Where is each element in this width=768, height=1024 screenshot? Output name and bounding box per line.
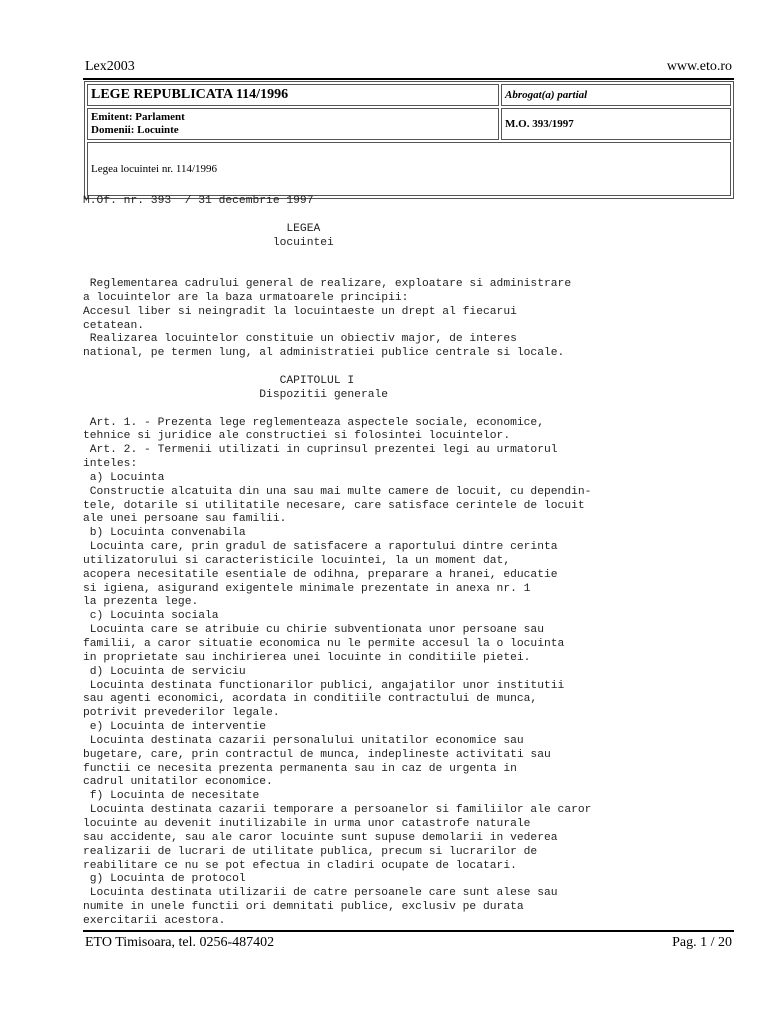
text-line: Realizarea locuintelor constituie un obiectiv major, de interes <box>83 333 517 346</box>
text-line: realizarii de lucrari de utilitate publica, precum si lucrarilor de <box>83 845 538 858</box>
text-line <box>83 209 733 223</box>
law-body-text <box>83 195 733 929</box>
text-line: ale unei persoane sau familii. <box>83 513 287 526</box>
text-line: locuintei <box>83 236 334 249</box>
text-line: cetatean. <box>83 319 145 332</box>
text-line: Art. 2. - Termenii utilizati in cuprinsul prezentei legi au urmatorul <box>83 444 558 457</box>
text-line: national, pe termen lung, al administratiei publice centrale si locale. <box>83 347 565 360</box>
law-title: LEGE REPUBLICATA 114/1996 <box>87 84 499 106</box>
law-status: Abrogat(a) partial <box>501 84 731 106</box>
page-number: Pag. 1 / 20 <box>672 935 732 950</box>
text-line: sau accidente, sau ale caror locuinte sunt supuse demolarii in vederea <box>83 831 558 844</box>
text-line: Locuinta care se atribuie cu chirie subventionata unor persoane sau <box>83 624 544 637</box>
law-issuer-domain <box>87 108 499 140</box>
text-line <box>83 403 733 417</box>
text-line: d) Locuinta de serviciu <box>83 665 246 678</box>
text-line: c) Locuinta sociala <box>83 610 219 623</box>
text-line: tele, dotarile si utilitatile necesare, care satisface cerintele de locuit <box>83 499 585 512</box>
text-line: LEGEA <box>83 222 321 235</box>
text-line: Locuinta destinata cazarii temporare a persoanelor si familiilor ale caror <box>83 804 592 817</box>
text-line: la prezenta lege. <box>83 596 199 609</box>
text-line: Reglementarea cadrului general de realizare, exploatare si administrare <box>83 278 572 291</box>
text-line: f) Locuinta de necesitate <box>83 790 260 803</box>
text-line: exercitarii acestora. <box>83 914 226 927</box>
law-issuer: Emitent: Parlament <box>91 111 185 123</box>
law-official-gazette: M.O. 393/1997 <box>501 108 731 140</box>
law-info-table <box>84 81 734 199</box>
text-line: locuinte au devenit inutilizabile in urma unor catastrofe naturale <box>83 817 531 830</box>
law-domain: Domenii: Locuinte <box>91 124 179 136</box>
text-line: Locuinta care, prin gradul de satisfacere a raportului dintre cerinta <box>83 541 558 554</box>
text-line: e) Locuinta de interventie <box>83 721 267 734</box>
text-line: in proprietate sau inchirierea unei locuinte in conditiile pietei. <box>83 651 531 664</box>
text-line: functii ce necesita prezenta permanenta sau in caz de urgenta in <box>83 762 517 775</box>
text-line <box>83 250 733 264</box>
text-line: Dispozitii generale <box>83 388 389 401</box>
header-rule <box>83 78 734 80</box>
text-line: reabilitare ce nu se pot efectua in cladiri ocupate de locatari. <box>83 859 517 872</box>
header-website: www.eto.ro <box>666 59 732 74</box>
text-line: b) Locuinta convenabila <box>83 527 246 540</box>
text-line: acopera necesitatile esentiale de odihna, preparare a hranei, educatie <box>83 568 558 581</box>
text-line: Locuinta destinata cazarii personalului unitatilor economice sau <box>83 734 524 747</box>
header-publisher: Lex2003 <box>85 59 135 74</box>
text-line: Locuinta destinata utilizarii de catre persoanele care sunt alese sau <box>83 887 558 900</box>
text-line: a) Locuinta <box>83 471 165 484</box>
text-line: si igiena, asigurand exigentele minimale prezentate in anexa nr. 1 <box>83 582 531 595</box>
text-line: bugetare, care, prin contractul de munca, indeplineste activitati sau <box>83 748 551 761</box>
text-line: numite in unele functii ori demnitati publice, exclusiv pe durata <box>83 901 524 914</box>
text-line: cadrul unitatilor economice. <box>83 776 273 789</box>
text-line: tehnice si juridice ale constructiei si folosintei locuintelor. <box>83 430 511 443</box>
text-line: potrivit prevederilor legale. <box>83 707 280 720</box>
text-line: g) Locuinta de protocol <box>83 873 246 886</box>
footer-contact: ETO Timisoara, tel. 0256-487402 <box>85 935 275 950</box>
text-line: Art. 1. - Prezenta lege reglementeaza aspectele sociale, economice, <box>83 416 544 429</box>
text-line: Accesul liber si neingradit la locuintaeste un drept al fiecarui <box>83 305 517 318</box>
text-line <box>83 264 733 278</box>
text-line: familii, a caror situatie economica nu le permite accesul la o locuinta <box>83 638 565 650</box>
footer-rule <box>83 930 734 932</box>
text-line: Locuinta destinata functionarilor publici, angajatilor unor institutii <box>83 679 565 692</box>
text-line: Constructie alcatuita din una sau mai multe camere de locuit, cu dependin- <box>83 485 592 498</box>
text-line: inteles: <box>83 458 138 471</box>
text-line: sau agenti economici, acordata in conditiile contractului de munca, <box>83 693 538 706</box>
text-line: utilizatorului si caracteristicile locuintei, la un moment dat, <box>83 554 511 567</box>
text-line: CAPITOLUL I <box>83 374 355 387</box>
law-description: Legea locuintei nr. 114/1996 <box>87 142 731 196</box>
text-line <box>83 361 733 375</box>
text-line: M.Of. nr. 393 / 31 decembrie 1997 <box>83 195 314 207</box>
text-line: a locuintelor are la baza urmatoarele principii: <box>83 291 409 304</box>
